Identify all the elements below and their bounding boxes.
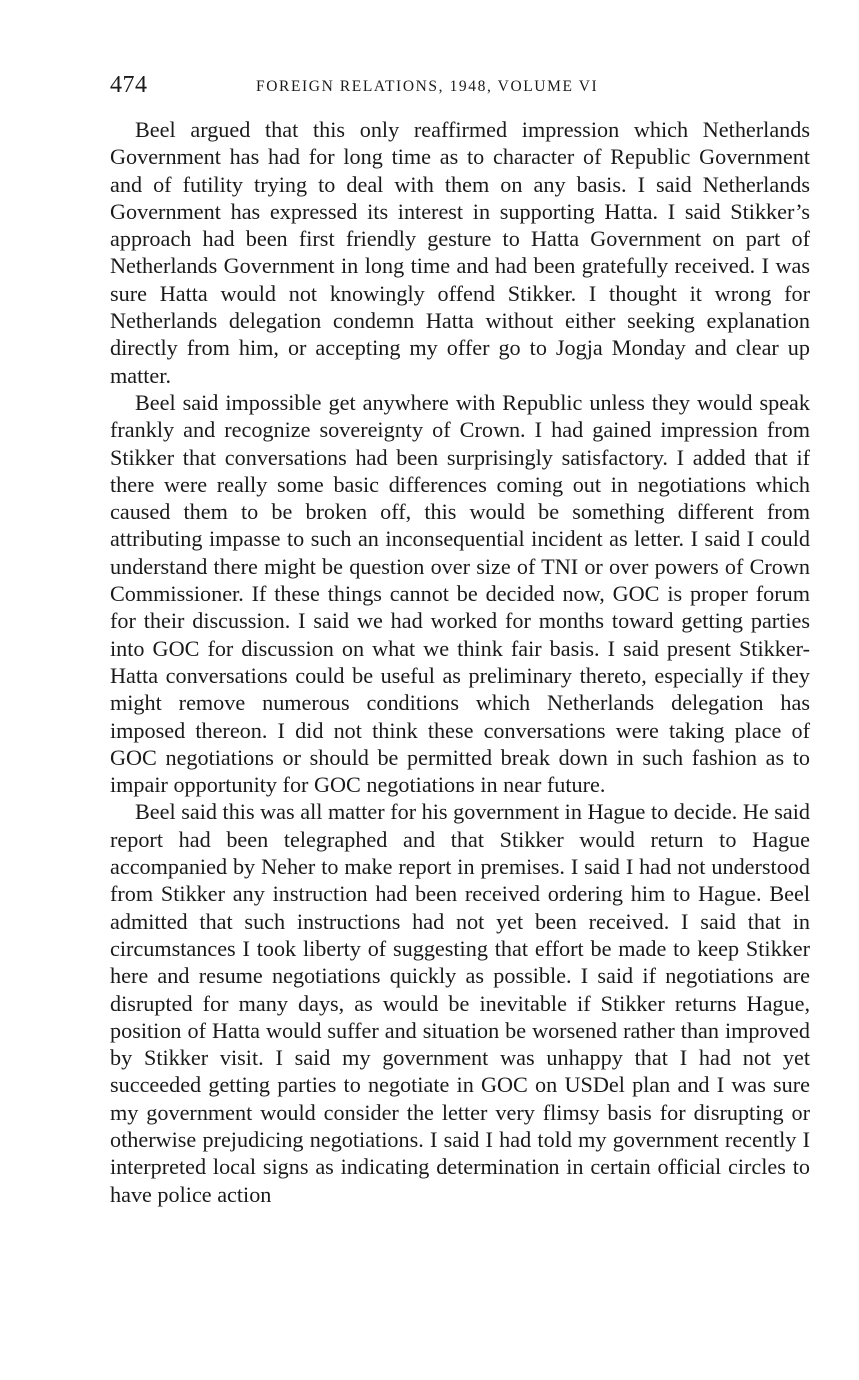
running-title: FOREIGN RELATIONS, 1948, VOLUME VI [256, 78, 599, 95]
paragraph-3: Beel said this was all matter for his government in Hague to decide. He said report had been telegraphed and that Stikker would return to Hague accompanied by Neher to make report in premises. I said I had not understood from Stikker any instruction had been received ordering him to Hague. Beel admitted that such instructions had not yet been received. I said that in circumstances I took liberty of suggesting that effort be made to keep Stikker here and resume negotiations quickly as possible. I said if negotiations are disrupted for many days, as would be inevitable if Stikker returns Hague, position of Hatta would suffer and situation be worsened rather than improved by Stikker visit. I said my government was unhappy that I had not yet succeeded getting parties to negotiate in GOC on USDel plan and I was sure my government would consider the letter very flimsy basis for disrupting or otherwise prejudicing negotiations. I said I had told my government recently I interpreted local signs as indicating determination in certain official circles to have police action [110, 799, 810, 1207]
document-page [110, 70, 810, 1208]
paragraph-2: Beel said impossible get anywhere with Republic unless they would speak frankly and recognize sovereignty of Crown. I had gained impression from Stikker that conversations had been surprisingly satisfactory. I added that if there were really some basic differences coming out in negotiations which caused them to be broken off, this would be something different from attributing impasse to such an inconsequential incident as letter. I said I could understand there might be question over size of TNI or over powers of Crown Commissioner. If these things cannot be decided now, GOC is proper forum for their discussion. I said we had worked for months toward getting parties into GOC for discussion on what we think fair basis. I said present Stikker-Hatta conversations could be useful as preliminary thereto, especially if they might remove numerous conditions which Netherlands delegation has imposed thereon. I did not think these conversations were taking place of GOC negotiations or should be permitted break down in such fashion as to impair opportunity for GOC negotiations in near future. [110, 389, 810, 798]
paragraph-1: Beel argued that this only reaffirmed impression which Netherlands Government has had for long time as to character of Republic Government and of futility trying to deal with them on any basis. I said Netherlands Government has expressed its interest in supporting Hatta. I said Stikker’s approach had been first friendly gesture to Hatta Government on part of Netherlands Government in long time and had been gratefully received. I was sure Hatta would not knowingly offend Stikker. I thought it wrong for Netherlands delegation condemn Hatta without either seeking explanation directly from him, or accepting my offer go to Jogja Monday and clear up matter. [110, 117, 810, 388]
page-number: 474 [110, 72, 148, 98]
body-text [110, 116, 810, 1208]
running-header [110, 70, 810, 106]
